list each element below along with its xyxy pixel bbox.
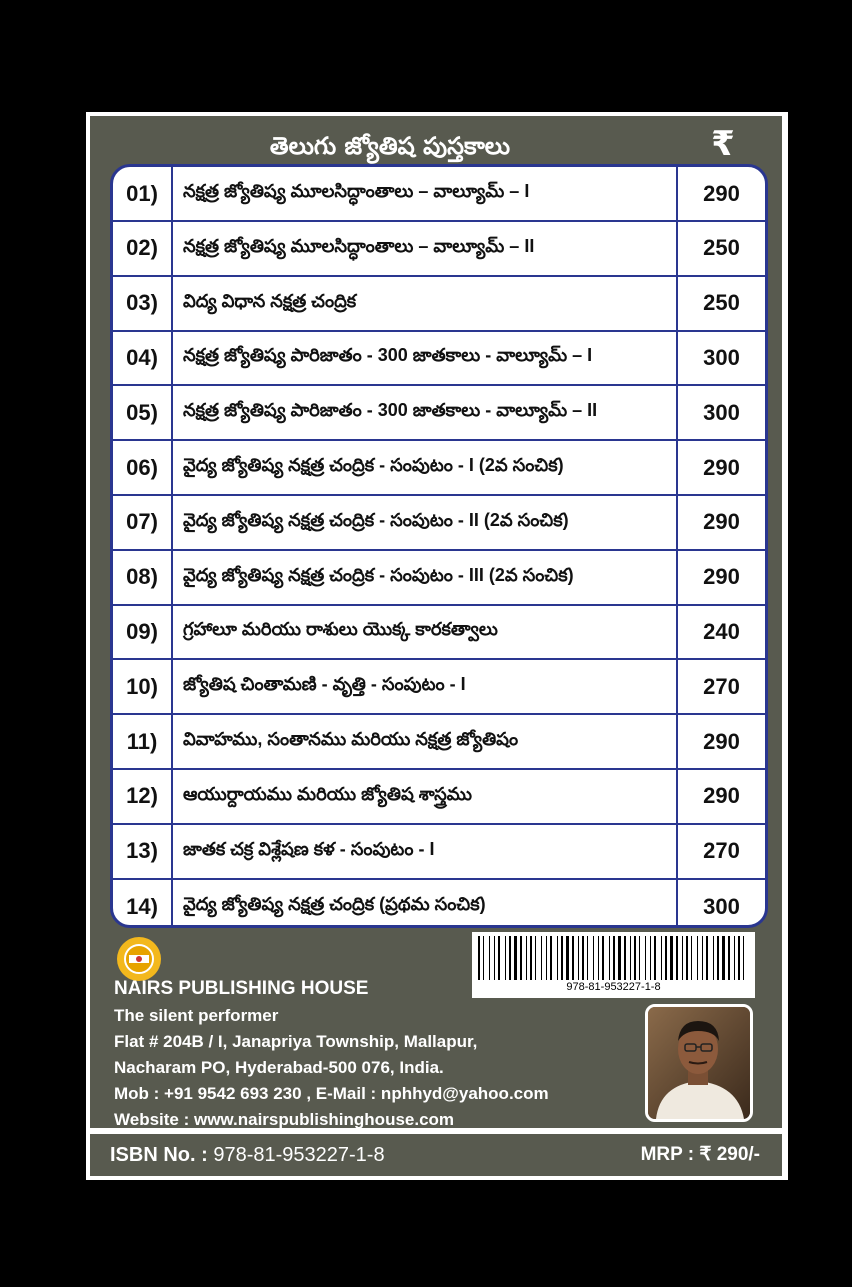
- book-title: వివాహము, సంతానము మరియు నక్షత్ర జ్యోతిషం: [173, 715, 678, 768]
- book-number: 03): [113, 277, 173, 330]
- book-title: నక్షత్ర జ్యోతిష్య పారిజాతం - 300 జాతకాలు - వాల్యూమ్ – II: [173, 386, 678, 439]
- book-price: 300: [703, 344, 740, 370]
- book-title: వైద్య జ్యోతిష్య నక్షత్ర చంద్రిక - సంపుటం - I (2వ సంచిక): [173, 441, 678, 494]
- book-price: 290: [703, 509, 740, 535]
- book-title: గ్రహాలూ మరియు రాశులు యొక్క కారకత్వాలు: [173, 605, 678, 658]
- book-number: 12): [113, 770, 173, 823]
- address-line-2: Nacharam PO, Hyderabad-500 076, India.: [114, 1058, 444, 1077]
- book-title: వైద్య జ్యోతిష్య నక్షత్ర చంద్రిక (ప్రథమ సంచిక): [173, 879, 678, 928]
- website-line: Website : www.nairspublishinghouse.com: [114, 1110, 455, 1129]
- table-row: [113, 386, 765, 441]
- publisher-tagline: The silent performer: [114, 1006, 279, 1025]
- table-row: [113, 879, 765, 928]
- book-price: 290: [703, 564, 740, 590]
- table-row: [113, 331, 765, 386]
- back-cover: [86, 112, 788, 1180]
- table-row: [113, 660, 765, 715]
- book-number: 13): [113, 825, 173, 878]
- book-price: 290: [703, 454, 740, 480]
- table-row: [113, 551, 765, 606]
- barcode: [472, 932, 755, 998]
- main-panel: [90, 116, 782, 1128]
- book-title: వైద్య జ్యోతిష్య నక్షత్ర చంద్రిక - సంపుటం - III (2వ సంచిక): [173, 551, 678, 604]
- table-row: [113, 222, 765, 277]
- book-number: 07): [113, 496, 173, 549]
- isbn: [110, 1134, 385, 1176]
- book-number: 01): [113, 167, 173, 220]
- book-title: ఆయుర్దాయము మరియు జ్యోతిష శాస్త్రము: [173, 770, 678, 823]
- book-price: 270: [703, 838, 740, 864]
- isbn-label: ISBN No. :: [110, 1144, 208, 1166]
- barcode-bars-icon: [478, 936, 749, 980]
- book-number: 14): [113, 879, 173, 928]
- book-title: వైద్య జ్యోతిష్య నక్షత్ర చంద్రిక - సంపుటం - II (2వ సంచిక): [173, 496, 678, 549]
- book-price: 300: [703, 893, 740, 919]
- table-row: [113, 496, 765, 551]
- book-title: నక్షత్ర జ్యోతిష్య మూలసిద్ధాంతాలు – వాల్యూమ్ – I: [173, 167, 678, 220]
- book-price: 290: [703, 728, 740, 754]
- table-row: [113, 277, 765, 332]
- book-price: 300: [703, 399, 740, 425]
- book-price: 290: [703, 783, 740, 809]
- publisher-logo-icon: [116, 936, 162, 982]
- author-portrait-icon: [648, 1007, 750, 1119]
- footer-bar: [90, 1134, 782, 1176]
- book-title: విద్య విధాన నక్షత్ర చంద్రిక: [173, 277, 678, 330]
- book-title: నక్షత్ర జ్యోతిష్య మూలసిద్ధాంతాలు – వాల్యూమ్ – II: [173, 222, 678, 275]
- table-row: [113, 605, 765, 660]
- book-price: 250: [703, 235, 740, 261]
- list-title: తెలుగు జ్యోతిష పుస్తకాలు: [269, 132, 511, 160]
- table-row: [113, 715, 765, 770]
- book-list-table: [110, 164, 768, 928]
- book-title: జాతక చక్ర విశ్లేషణ కళ - సంపుటం - I: [173, 825, 678, 878]
- table-row: [113, 770, 765, 825]
- table-row: [113, 167, 765, 222]
- table-row: [113, 825, 765, 880]
- publisher-name: NAIRS PUBLISHING HOUSE: [114, 978, 369, 999]
- book-number: 04): [113, 331, 173, 384]
- contact-line: Mob : +91 9542 693 230 , E-Mail : nphhyd@yahoo.com: [114, 1084, 549, 1103]
- price-column-header: ₹: [711, 124, 735, 164]
- book-price: 290: [703, 180, 740, 206]
- book-number: 06): [113, 441, 173, 494]
- table-row: [113, 441, 765, 496]
- book-number: 09): [113, 605, 173, 658]
- mrp: MRP : ₹ 290/-: [640, 1144, 760, 1165]
- book-price: 270: [703, 673, 740, 699]
- book-number: 10): [113, 660, 173, 713]
- book-title: జ్యోతిష చింతామణి - వృత్తి - సంపుటం - I: [173, 660, 678, 713]
- address-line-1: Flat # 204B / I, Janapriya Township, Mallapur,: [114, 1032, 478, 1051]
- isbn-value: 978-81-953227-1-8: [213, 1144, 385, 1166]
- book-price: 250: [703, 290, 740, 316]
- book-number: 11): [113, 715, 173, 768]
- barcode-number: 978-81-953227-1-8: [566, 981, 661, 993]
- book-number: 02): [113, 222, 173, 275]
- book-number: 08): [113, 551, 173, 604]
- author-photo: [645, 1004, 753, 1122]
- book-price: 240: [703, 618, 740, 644]
- book-title: నక్షత్ర జ్యోతిష్య పారిజాతం - 300 జాతకాలు - వాల్యూమ్ – I: [173, 331, 678, 384]
- book-number: 05): [113, 386, 173, 439]
